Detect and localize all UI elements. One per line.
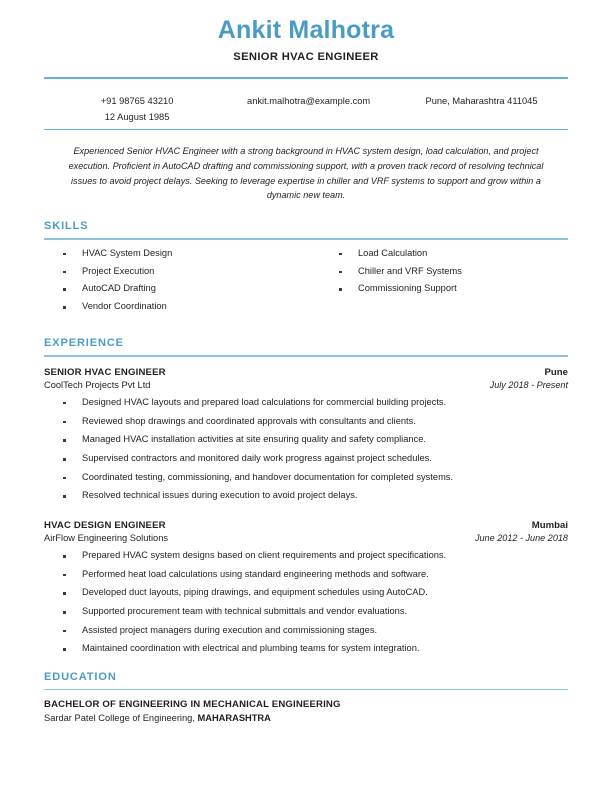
job-position: HVAC DESIGN ENGINEER (44, 520, 166, 531)
experience-section-title: EXPERIENCE (44, 337, 124, 350)
list-item: AutoCAD Drafting (44, 284, 306, 293)
list-item: Commissioning Support (320, 284, 568, 293)
list-item: Designed HVAC layouts and prepared load calculations for commercial building projects. (44, 398, 568, 407)
education-section (44, 671, 568, 727)
skills-section (44, 220, 568, 320)
professional-summary: Experienced Senior HVAC Engineer with a strong background in HVAC system design, load calculation, and project execution. Proficient in AutoCAD drafting and commissioning support, with a proven track record of resolving technical issues to avoid project delays. Seeking to leverage expertise in chiller and VRF systems to support and grow within a dynamic new team. (68, 146, 544, 201)
list-item: Reviewed shop drawings and coordinated approvals with consultants and clients. (44, 417, 568, 426)
experience-entry-subheader (44, 379, 568, 392)
experience-entry (44, 357, 568, 501)
contact-column-right (395, 93, 568, 109)
contact-email: ankit.malhotra@example.com (247, 95, 371, 106)
list-item: Developed duct layouts, piping drawings, and equipment schedules using AutoCAD. (44, 588, 568, 597)
job-location: Pune (544, 366, 568, 378)
list-item: Resolved technical issues during execution to avoid project delays. (44, 491, 568, 500)
list-item: Maintained coordination with electrical and plumbing teams for system integration. (44, 644, 568, 653)
education-school (44, 712, 568, 726)
contact-column-middle (222, 93, 395, 109)
education-degree: BACHELOR OF ENGINEERING IN MECHANICAL ENGINEERING (44, 699, 341, 711)
experience-entry-header (44, 520, 568, 532)
page-title: Ankit Malhotra (217, 16, 395, 44)
list-item: Load Calculation (320, 249, 568, 258)
list-item: Chiller and VRF Systems (320, 267, 568, 276)
list-item: Assisted project managers during execution and commissioning stages. (44, 626, 568, 635)
contact-column-left (44, 93, 222, 126)
experience-section (44, 337, 568, 653)
education-entry (44, 690, 568, 726)
contact-block (44, 79, 568, 129)
list-item: Performed heat load calculations using standard engineering methods and software. (44, 570, 568, 579)
job-bullet-list (44, 546, 568, 654)
list-item: Managed HVAC installation activities at site ensuring quality and safety compliance. (44, 435, 568, 444)
experience-entry-header (44, 367, 568, 379)
list-item: Vendor Coordination (44, 302, 306, 311)
list-item: Prepared HVAC system designs based on client requirements and project specifications. (44, 551, 568, 560)
job-dates: June 2012 - June 2018 (474, 533, 568, 544)
experience-entry (44, 510, 568, 654)
job-dates: July 2018 - Present (489, 380, 568, 391)
list-item: Coordinated testing, commissioning, and handover documentation for completed systems. (44, 473, 568, 482)
contact-phone: +91 98765 43210 (100, 95, 174, 106)
skills-column-left (44, 249, 306, 321)
list-item: Supervised contractors and monitored daily work progress against project schedules. (44, 454, 568, 463)
job-company: AirFlow Engineering Solutions (44, 533, 169, 544)
contact-location: Pune, Maharashtra 411045 (425, 95, 538, 106)
resume-header (44, 0, 568, 64)
job-position: SENIOR HVAC ENGINEER (44, 366, 166, 378)
list-item: HVAC System Design (44, 249, 306, 258)
education-section-title: EDUCATION (44, 670, 117, 683)
header-job-title: SENIOR HVAC ENGINEER (233, 50, 379, 63)
skills-list-right (320, 249, 568, 294)
skills-columns (44, 240, 568, 321)
job-company: CoolTech Projects Pvt Ltd (44, 380, 151, 391)
experience-entry-subheader (44, 532, 568, 545)
list-item: Supported procurement team with technical submittals and vendor evaluations. (44, 607, 568, 616)
job-location: Mumbai (531, 520, 568, 531)
job-bullet-list (44, 393, 568, 501)
education-school-name: Sardar Patel College of Engineering, (44, 713, 198, 724)
skills-section-title: SKILLS (44, 220, 89, 232)
education-school-region: MAHARASHTRA (197, 713, 271, 724)
contact-date-of-birth: 12 August 1985 (104, 111, 170, 122)
list-item: Project Execution (44, 267, 306, 276)
skills-column-right (306, 249, 568, 321)
skills-list-left (44, 249, 306, 312)
